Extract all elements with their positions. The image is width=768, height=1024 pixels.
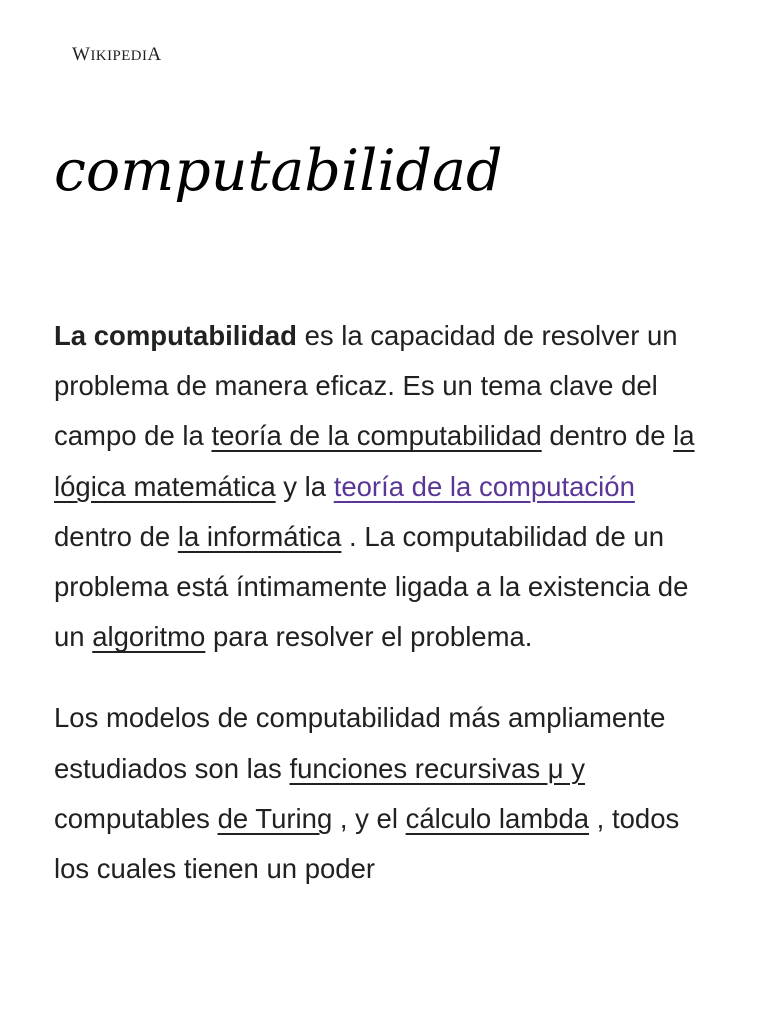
text-segment: computables xyxy=(54,802,218,834)
text-segment: y la xyxy=(275,470,334,502)
link-de-turing[interactable]: de Turing xyxy=(217,802,333,834)
link-calculo-lambda[interactable]: cálculo lambda xyxy=(405,802,590,834)
link-algoritmo[interactable]: algoritmo xyxy=(92,621,206,653)
link-informatica[interactable]: la informática xyxy=(177,520,342,552)
link-teoria-computacion[interactable]: teoría de la computación xyxy=(333,470,635,502)
page-title: computabilidad xyxy=(54,138,503,204)
text-segment: para resolver el problema. xyxy=(205,621,533,653)
text-segment: dentro de xyxy=(54,520,178,552)
paragraph-models xyxy=(54,693,718,894)
text-segment: dentro de xyxy=(541,420,674,452)
link-teoria-computabilidad[interactable]: teoría de la computabilidad xyxy=(211,420,542,452)
paragraph-intro xyxy=(54,311,718,662)
text-segment: es la capacidad de resolver un problema de manera eficaz. Es un tema clave del campo de la xyxy=(54,320,678,452)
link-logica-matematica[interactable]: la lógica matemática xyxy=(54,420,695,502)
article-body xyxy=(54,311,718,894)
text-segment: , todos los cuales tienen un poder xyxy=(54,802,680,885)
wikipedia-wordmark-logo[interactable]: WIKIPEDIA xyxy=(72,44,162,65)
text-segment: Los modelos de computabilidad más ampliamente estudiados son las xyxy=(54,702,666,784)
text-segment: . La computabilidad de un problema está íntimamente ligada a la existencia de un xyxy=(54,520,689,653)
link-funciones-recursivas[interactable]: funciones recursivas μ y xyxy=(289,752,585,784)
bold-term: La computabilidad xyxy=(54,320,297,351)
text-segment: , y el xyxy=(332,802,406,834)
